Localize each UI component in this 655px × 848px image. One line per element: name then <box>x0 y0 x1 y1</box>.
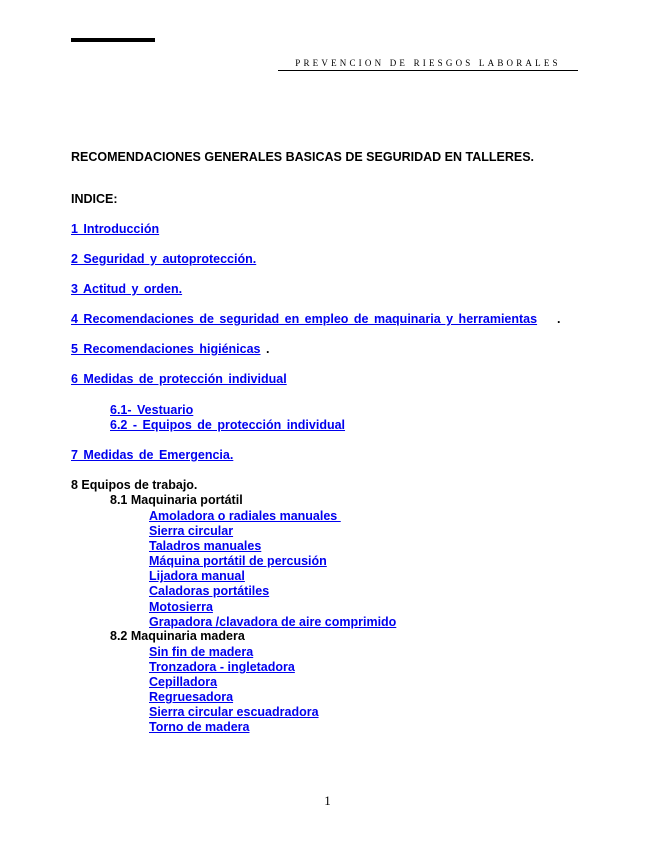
portable-machinery-list <box>149 508 396 629</box>
list-item <box>149 553 396 568</box>
list-item <box>149 523 396 538</box>
tool-link[interactable]: Amoladora o radiales manuales <box>149 509 341 523</box>
page-number: 1 <box>324 793 331 808</box>
tool-link[interactable]: Caladoras portátiles <box>149 584 270 599</box>
list-item <box>149 704 319 719</box>
toc-link-medidas-emergencia[interactable]: 7 Medidas de Emergencia. <box>71 448 234 462</box>
tool-link[interactable]: Grapadora /clavadora de aire comprimido <box>149 614 397 629</box>
wood-machinery-list <box>149 644 319 735</box>
list-item <box>149 719 319 734</box>
list-item <box>149 689 319 704</box>
toc-link-actitud[interactable]: 3 Actitud y orden. <box>71 282 183 296</box>
index-label: INDICE: <box>71 192 118 206</box>
tool-link[interactable]: Sierra circular escuadradora <box>149 705 319 720</box>
tool-link[interactable]: Tronzadora - ingletadora <box>149 660 295 675</box>
list-item <box>149 508 396 523</box>
document-title: RECOMENDACIONES GENERALES BASICAS DE SEGURIDAD EN TALLERES. <box>71 150 535 164</box>
toc-link-equipos-proteccion[interactable]: 6.2 - Equipos de protección individual <box>110 418 346 432</box>
tool-link[interactable]: Cepilladora <box>149 675 218 690</box>
header-rule <box>278 70 578 71</box>
list-item <box>149 538 396 553</box>
list-item <box>149 659 319 674</box>
toc-link-medidas-proteccion[interactable]: 6 Medidas de protección individual <box>71 372 287 386</box>
list-item <box>149 674 319 689</box>
tool-link[interactable]: Sierra circular <box>149 524 234 539</box>
tool-link[interactable]: Taladros manuales <box>149 539 262 554</box>
section-8-1-heading: 8.1 Maquinaria portátil <box>110 493 243 507</box>
header-decorative-bar <box>71 38 155 42</box>
list-item <box>149 568 396 583</box>
list-item <box>149 583 396 598</box>
toc-link-introduccion[interactable]: 1 Introducción <box>71 222 160 236</box>
tool-link[interactable]: Lijadora manual <box>149 569 245 584</box>
list-item <box>149 614 396 629</box>
list-item <box>149 644 319 659</box>
toc-link-recomendaciones-higienicas[interactable]: 5 Recomendaciones higiénicas <box>71 342 261 356</box>
list-item <box>149 599 396 614</box>
toc-link-vestuario[interactable]: 6.1- Vestuario <box>110 403 194 417</box>
running-header: PREVENCION DE RIESGOS LABORALES <box>295 58 561 68</box>
section-8-2-heading: 8.2 Maquinaria madera <box>110 629 245 643</box>
trailing-period: . <box>266 342 270 356</box>
trailing-period: . <box>557 312 561 326</box>
section-8-heading: 8 Equipos de trabajo. <box>71 478 198 492</box>
tool-link[interactable]: Máquina portátil de percusión <box>149 554 327 569</box>
tool-link[interactable]: Motosierra <box>149 599 213 614</box>
tool-link[interactable]: Torno de madera <box>149 720 250 735</box>
toc-link-recomendaciones-seguridad[interactable]: 4 Recomendaciones de seguridad en empleo de maquinaria y herramientas <box>71 312 538 326</box>
toc-link-seguridad[interactable]: 2 Seguridad y autoprotección. <box>71 252 257 266</box>
tool-link[interactable]: Sin fin de madera <box>149 645 254 659</box>
tool-link[interactable]: Regruesadora <box>149 690 234 705</box>
